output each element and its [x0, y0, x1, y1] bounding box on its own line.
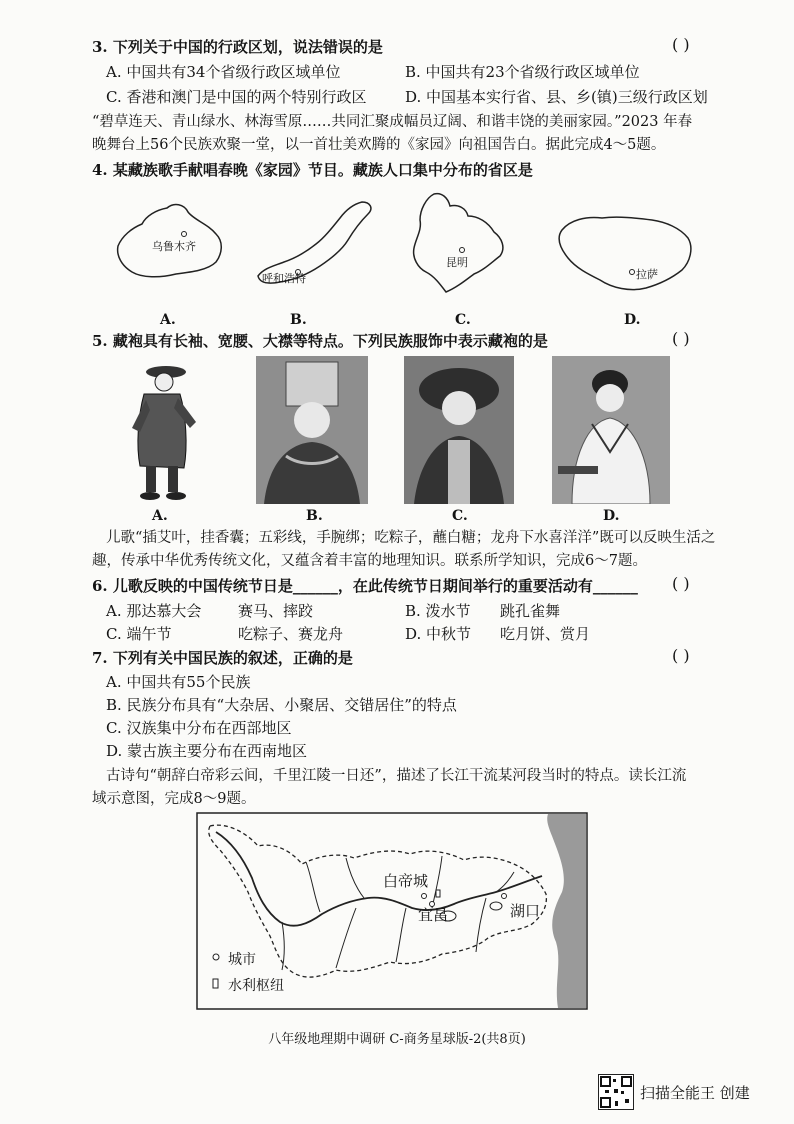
q7-option-d: D. 蒙古族主要分布在西南地区: [106, 742, 308, 760]
intro-8-9-line2: 域示意图，完成8～9题。: [92, 791, 256, 807]
costume-b-photo: [256, 356, 368, 504]
q3-option-b: B. 中国共有23个省级行政区域单位: [405, 63, 640, 81]
q6-option-c-activity: 吃粽子、赛龙舟: [238, 625, 344, 643]
city-label-yichang: 宜昌: [418, 906, 449, 924]
intro-8-9-line1: 古诗句“朝辞白帝彩云间，千里江陵一日还”，描述了长江干流某河段当时的特点。读长江流: [106, 768, 687, 784]
map-c-label: C.: [455, 312, 471, 328]
map-b-label: B.: [290, 312, 307, 328]
q3-option-d: D. 中国基本实行省、县、乡(镇)三级行政区划: [405, 88, 708, 106]
costume-d-label: D.: [603, 508, 620, 524]
legend-city-symbol: [213, 954, 219, 960]
dam-marker: [436, 890, 440, 897]
q7-option-b: B. 民族分布具有“大杂居、小聚居、交错居住”的特点: [106, 696, 457, 714]
map-b-city: 呼和浩特: [262, 272, 306, 285]
city-marker-baidicheng: [422, 894, 427, 899]
intro-6-7-line2: 趣，传承中华优秀传统文化，又蕴含着丰富的地理知识。联系所学知识，完成6～7题。: [92, 553, 647, 569]
legend-dam-label: 水利枢纽: [228, 978, 284, 994]
intro-4-5-line1: “碧草连天、青山绿水、林海雪原……共同汇聚成幅员辽阔、和谐丰饶的美丽家园。”2023 年春: [92, 114, 693, 130]
map-c-city: 昆明: [446, 256, 468, 269]
q6-option-d-activity: 吃月饼、赏月: [500, 625, 591, 643]
q7-option-a: A. 中国共有55个民族: [106, 673, 251, 691]
q3-answer-paren[interactable]: ( ): [672, 35, 690, 54]
intro-4-5-line2: 晚舞台上56个民族欢聚一堂，以一首壮美欢腾的《家园》向祖国告白。据此完成4～5题。: [92, 137, 666, 153]
costume-d-photo: [552, 356, 670, 504]
q6-answer-paren[interactable]: ( ): [672, 574, 690, 593]
q6-option-a: A. 那达慕大会: [106, 602, 202, 620]
city-marker-hukou: [502, 894, 507, 899]
q6-option-d: D. 中秋节: [405, 625, 472, 643]
q6-option-b: B. 泼水节: [405, 602, 471, 620]
q7-option-c: C. 汉族集中分布在西部地区: [106, 719, 292, 737]
scanner-watermark: 扫描全能王 创建: [640, 1084, 750, 1102]
q6-option-c: C. 端午节: [106, 625, 172, 643]
map-a-city: 乌鲁木齐: [152, 240, 196, 253]
map-d-city: 拉萨: [636, 268, 658, 281]
costume-a-illustration: [110, 356, 208, 504]
map-a-label: A.: [160, 312, 176, 328]
q6-stem: 6. 儿歌反映的中国传统节日是______，在此传统节日期间举行的重要活动有______: [92, 577, 638, 595]
q3-option-c: C. 香港和澳门是中国的两个特别行政区: [106, 88, 367, 106]
q3-option-a: A. 中国共有34个省级行政区域单位: [106, 63, 341, 81]
city-label-hukou: 湖口: [510, 902, 541, 920]
qr-code-icon: [598, 1074, 634, 1110]
q5-answer-paren[interactable]: ( ): [672, 329, 690, 348]
city-label-baidicheng: 白帝城: [383, 872, 429, 890]
q6-option-a-activity: 赛马、摔跤: [238, 602, 314, 620]
q5-stem: 5. 藏袍具有长袖、宽腰、大襟等特点。下列民族服饰中表示藏袍的是: [92, 332, 548, 350]
page-footer: 八年级地理期中调研 C-商务星球版-2(共8页): [268, 1032, 526, 1047]
costume-b-label: B.: [306, 508, 323, 524]
q3-stem: 3. 下列关于中国的行政区划，说法错误的是: [92, 38, 383, 56]
intro-6-7-line1: 儿歌“插艾叶，挂香囊；五彩线，手腕绑；吃粽子，蘸白糖；龙舟下水喜洋洋”既可以反映生活之: [106, 530, 716, 546]
map-d-label: D.: [624, 312, 641, 328]
legend-city-label: 城市: [228, 952, 256, 968]
costume-a-label: A.: [152, 508, 168, 524]
q7-stem: 7. 下列有关中国民族的叙述，正确的是: [92, 649, 353, 667]
q6-option-b-activity: 跳孔雀舞: [500, 602, 561, 620]
map-yunnan: [404, 188, 514, 298]
costume-c-label: C.: [452, 508, 468, 524]
q4-stem: 4. 某藏族歌手献唱春晚《家园》节目。藏族人口集中分布的省区是: [92, 161, 533, 179]
legend-dam-symbol: [213, 979, 218, 988]
map-tibet: [556, 208, 698, 298]
q7-answer-paren[interactable]: ( ): [672, 646, 690, 665]
costume-c-photo: [404, 356, 514, 504]
